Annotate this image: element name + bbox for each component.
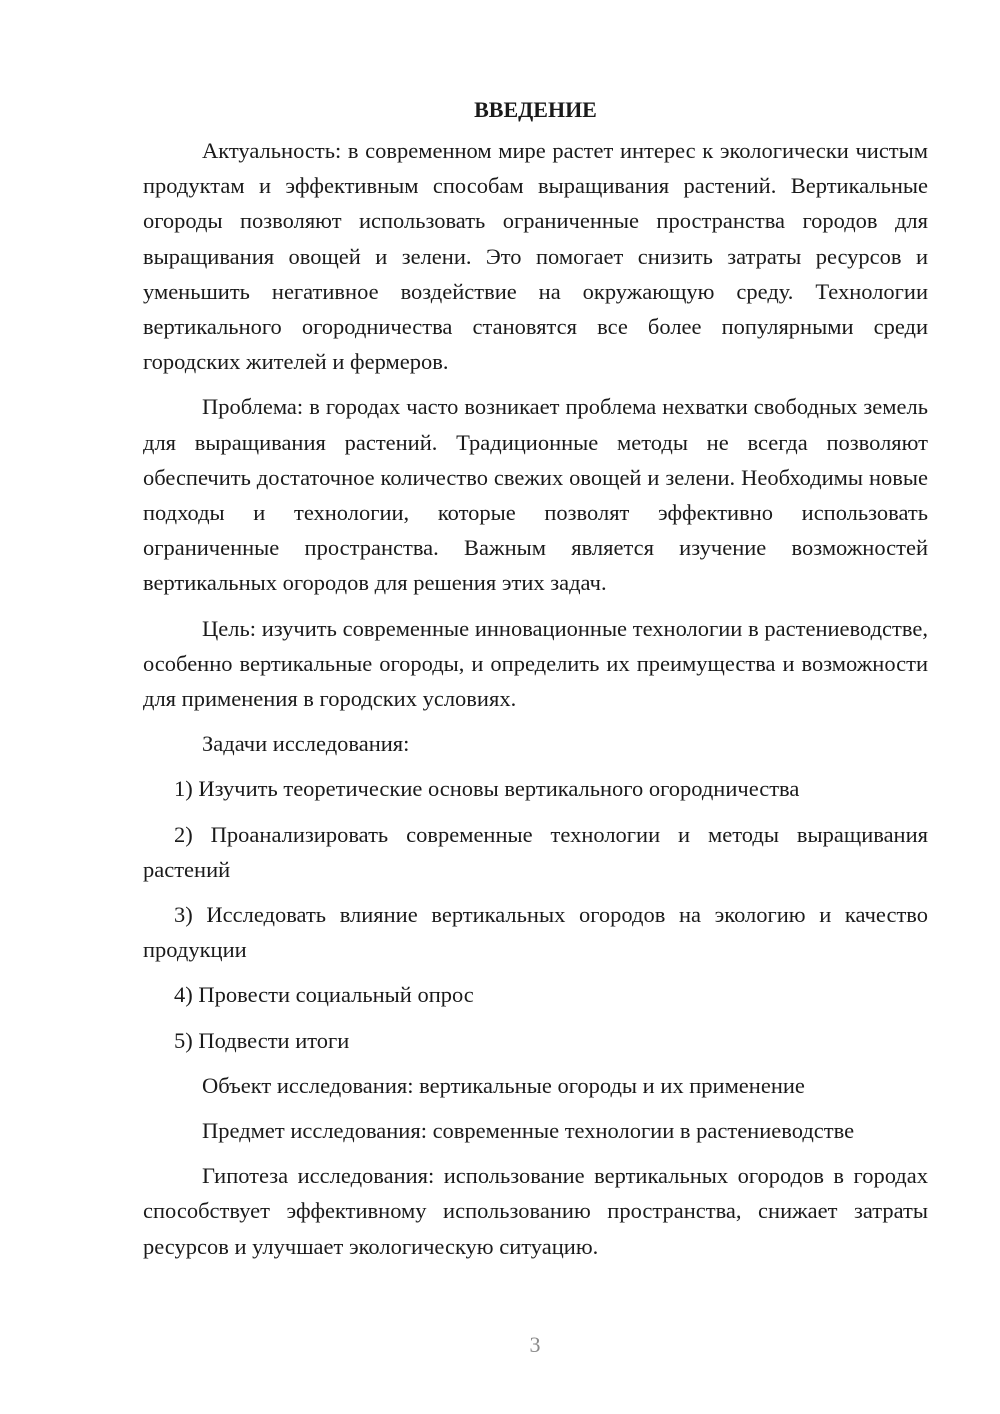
subject-paragraph: Предмет исследования: современные технологии в растениеводстве bbox=[202, 1118, 855, 1144]
goal-paragraph: Цель: изучить современные инновационные технологии в растениеводстве, особенно вертикальные огороды, и определить их преимущества и возможности для применения в городских условиях. bbox=[143, 615, 928, 712]
task-item-5: 5) Подвести итоги bbox=[174, 1027, 350, 1053]
task-item-3: 3) Исследовать влияние вертикальных огородов на экологию и качество продукции bbox=[143, 902, 928, 963]
object-paragraph: Объект исследования: вертикальные огороды и их применение bbox=[202, 1072, 805, 1098]
hypothesis-paragraph: Гипотеза исследования: использование вертикальных огородов в городах способствует эффективному использованию пространства, снижает затраты ресурсов и улучшает экологическую ситуацию. bbox=[143, 1163, 928, 1259]
relevance-paragraph: Актуальность: в современном мире растет интерес к экологически чистым продуктам и эффективным способам выращивания растений. Вертикальные огороды позволяют использовать ограниченные пространства городов для выращивания овощей и зелени. Это помогает снизить затраты ресурсов и уменьшить негативное воздействие на окружающую среду. Технологии вертикального огородничества становятся все более популярными среди городских жителей и фермеров. bbox=[143, 138, 928, 375]
problem-paragraph: Проблема: в городах часто возникает проблема нехватки свободных земель для выращивания растений. Традиционные методы не всегда позволяют обеспечить достаточное количество свежих овощей и зелени. Необходимы новые подходы и технологии, которые позволят эффективно использовать ограниченные пространства. Важным является изучение возможностей вертикальных огородов для решения этих задач. bbox=[143, 394, 928, 596]
tasks-title: Задачи исследования: bbox=[202, 731, 410, 757]
page-number: 3 bbox=[529, 1332, 541, 1357]
task-item-1: 1) Изучить теоретические основы вертикального огородничества bbox=[174, 776, 800, 802]
page-title: ВВЕДЕНИЕ bbox=[474, 97, 597, 122]
task-item-4: 4) Провести социальный опрос bbox=[174, 982, 474, 1008]
task-item-2: 2) Проанализировать современные технологии и методы выращивания растений bbox=[143, 821, 928, 882]
document-page bbox=[143, 92, 928, 1274]
